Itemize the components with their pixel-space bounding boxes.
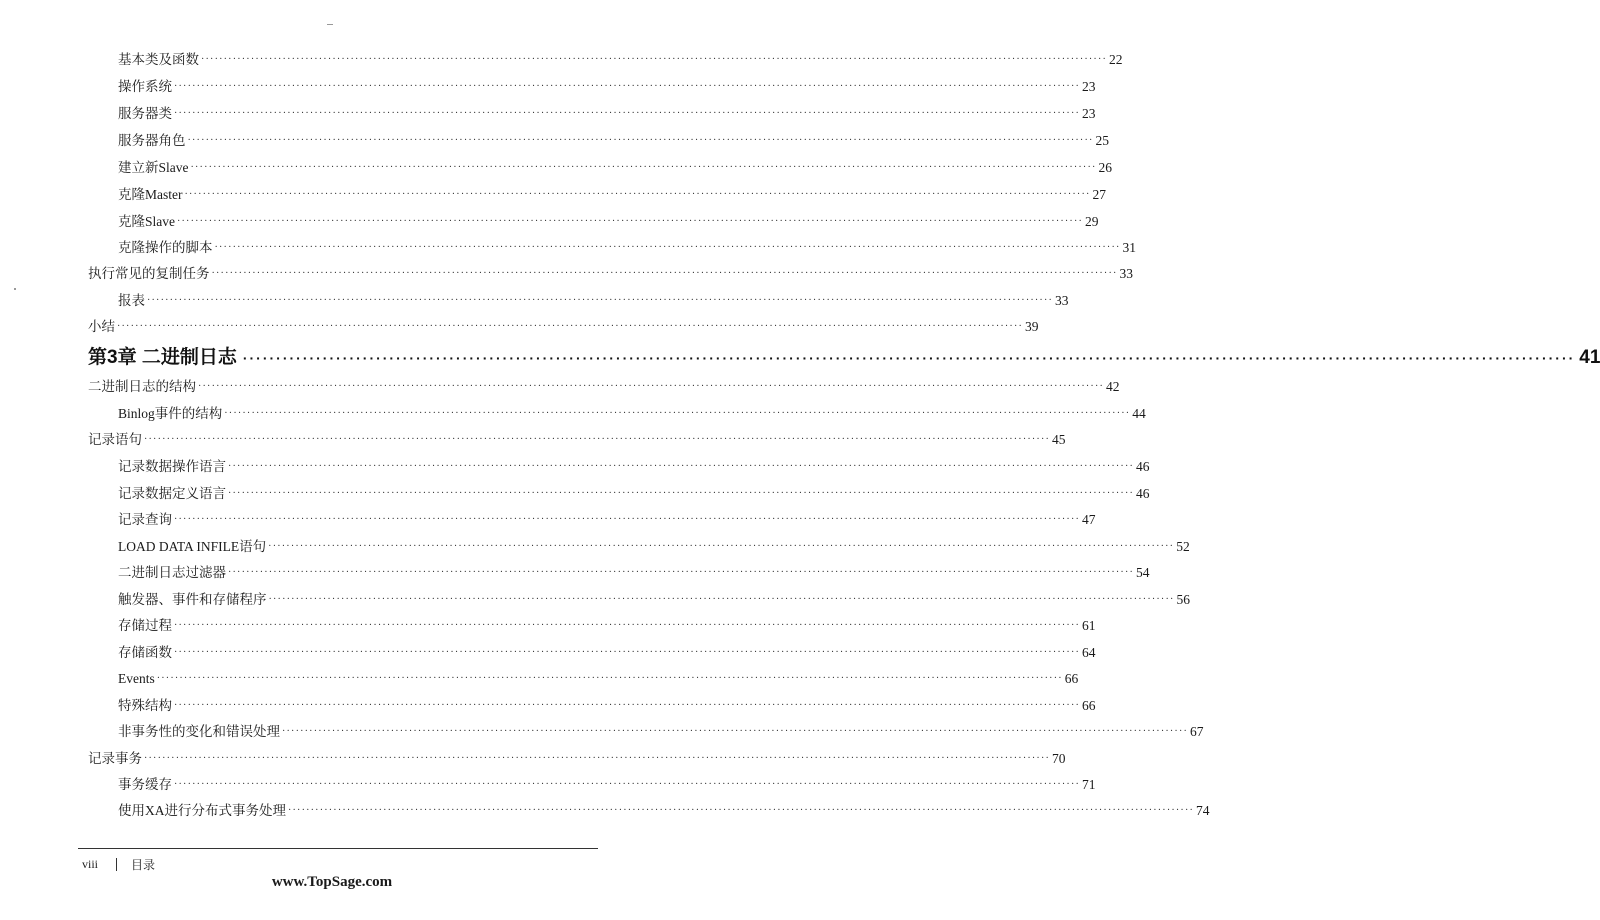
toc-dot-leader: ········································································································································································································ — [201, 54, 1108, 65]
toc-page-number: 33 — [1119, 266, 1134, 281]
toc-subsection-entry — [118, 724, 1204, 740]
scan-speck — [327, 24, 333, 25]
toc-page-number: 26 — [1098, 160, 1113, 175]
toc-dot-leader: ········································································································································································································ — [288, 805, 1195, 816]
toc-entry-title: 记录数据操作语言 — [118, 459, 226, 474]
toc-subsection-entry — [118, 777, 1096, 793]
toc-dot-leader: ········································································································································································································ — [117, 321, 1024, 332]
toc-dot-leader: ········································································································································································································ — [214, 242, 1121, 253]
toc-dot-leader: ········································································································································································································ — [147, 295, 1054, 306]
toc-page-number: 39 — [1025, 319, 1039, 334]
toc-subsection-entry — [118, 459, 1150, 475]
toc-dot-leader: ········································································································································································································ — [190, 162, 1097, 173]
toc-page-number: 29 — [1085, 214, 1099, 229]
toc-entry-title: 触发器、事件和存储程序 — [118, 592, 267, 607]
toc-subsection-entry — [118, 618, 1096, 634]
toc-subsection-entry — [118, 539, 1190, 555]
toc-entry-title: 记录数据定义语言 — [118, 486, 226, 501]
website-watermark: www.TopSage.com — [271, 874, 393, 890]
toc-page-number: 52 — [1176, 539, 1190, 554]
toc-entry-title: 存储过程 — [118, 618, 172, 633]
toc-subsection-entry — [118, 160, 1113, 176]
toc-page-number: 23 — [1082, 79, 1096, 94]
footer-rule — [78, 848, 598, 849]
toc-entry-title: 克隆操作的脚本 — [118, 240, 213, 255]
toc-page-number: 46 — [1136, 459, 1150, 474]
toc-dot-leader: ········································································································································································································ — [228, 567, 1135, 578]
toc-page-number: 45 — [1052, 432, 1066, 447]
toc-entry-title: 服务器类 — [118, 106, 172, 121]
toc-dot-leader: ········································································································································································································ — [144, 753, 1051, 764]
toc-page-number: 66 — [1064, 671, 1079, 686]
toc-page-number: 70 — [1052, 751, 1066, 766]
toc-section-entry — [88, 319, 1039, 335]
toc-entry-title: 报表 — [118, 293, 145, 308]
toc-subsection-entry — [118, 240, 1137, 256]
footer-section-title: 目录 — [131, 858, 156, 872]
toc-entry-title: 操作系统 — [118, 79, 172, 94]
toc-dot-leader: ········································································································································································································ — [242, 350, 1576, 366]
toc-entry-title: 记录语句 — [88, 432, 142, 447]
toc-entry-title: 克隆Master — [118, 187, 183, 202]
toc-entry-title: 特殊结构 — [118, 698, 172, 713]
toc-entry-title: 记录查询 — [118, 512, 172, 527]
toc-dot-leader: ········································································································································································································ — [198, 381, 1105, 392]
toc-entry-title: 存储函数 — [118, 645, 172, 660]
toc-entry-title: Events — [118, 671, 155, 686]
toc-entry-title: 事务缓存 — [118, 777, 172, 792]
toc-entry-title: 建立新Slave — [118, 160, 189, 175]
toc-page-number: 23 — [1082, 106, 1096, 121]
toc-entry-title: LOAD DATA INFILE语句 — [118, 539, 267, 554]
toc-dot-leader: ········································································································································································································ — [187, 135, 1094, 146]
toc-page-number: 71 — [1082, 777, 1096, 792]
toc-dot-leader: ········································································································································································································ — [268, 541, 1175, 552]
toc-entry-title: 第3章 二进制日志 — [88, 347, 237, 368]
toc-subsection-entry — [118, 52, 1123, 68]
toc-page-number: 46 — [1136, 486, 1150, 501]
toc-page-number: 25 — [1095, 133, 1110, 148]
toc-page-number: 41 — [1579, 347, 1600, 368]
toc-dot-leader: ········································································································································································································ — [174, 700, 1081, 711]
toc-subsection-entry — [118, 512, 1096, 528]
footer-page-number: viii — [82, 857, 99, 871]
toc-subsection-entry — [118, 133, 1110, 149]
toc-page-number: 47 — [1082, 512, 1096, 527]
toc-subsection-entry — [118, 79, 1096, 95]
toc-page-number: 74 — [1196, 803, 1210, 818]
toc-subsection-entry — [118, 214, 1099, 230]
toc-dot-leader: ········································································································································································································ — [144, 434, 1051, 445]
toc-dot-leader: ········································································································································································································ — [174, 108, 1081, 119]
toc-dot-leader: ········································································································································································································ — [177, 216, 1084, 227]
toc-chapter-heading — [88, 346, 1600, 370]
toc-dot-leader: ········································································································································································································ — [228, 488, 1135, 499]
toc-dot-leader: ········································································································································································································ — [228, 461, 1135, 472]
toc-entry-title: 非事务性的变化和错误处理 — [118, 724, 280, 739]
toc-page-number: 27 — [1092, 187, 1107, 202]
toc-page-number: 33 — [1055, 293, 1069, 308]
toc-subsection-entry — [118, 803, 1210, 819]
toc-entry-title: 基本类及函数 — [118, 52, 199, 67]
footer-separator — [116, 858, 117, 871]
toc-dot-leader: ········································································································································································································ — [282, 726, 1189, 737]
toc-dot-leader: ········································································································································································································ — [184, 189, 1091, 200]
toc-dot-leader: ········································································································································································································ — [268, 594, 1175, 605]
toc-entry-title: 记录事务 — [88, 751, 142, 766]
toc-page-number: 66 — [1082, 698, 1096, 713]
toc-page-number: 56 — [1176, 592, 1191, 607]
toc-subsection-entry — [118, 486, 1150, 502]
toc-page-number: 42 — [1106, 379, 1120, 394]
toc-section-entry — [88, 751, 1066, 767]
toc-subsection-entry — [118, 293, 1069, 309]
toc-entry-title: 服务器角色 — [118, 133, 186, 148]
toc-subsection-entry — [118, 106, 1096, 122]
toc-section-entry — [88, 432, 1066, 448]
toc-subsection-entry — [118, 565, 1150, 581]
toc-entry-title: 执行常见的复制任务 — [88, 266, 210, 281]
toc-entry-title: 小结 — [88, 319, 115, 334]
toc-page-number: 67 — [1190, 724, 1204, 739]
toc-dot-leader: ········································································································································································································ — [174, 514, 1081, 525]
toc-page-number: 54 — [1136, 565, 1150, 580]
page-footer — [82, 856, 155, 873]
toc-entry-title: 克隆Slave — [118, 214, 175, 229]
toc-dot-leader: ········································································································································································································ — [174, 81, 1081, 92]
toc-dot-leader: ········································································································································································································ — [174, 779, 1081, 790]
toc-page-number: 44 — [1132, 406, 1146, 421]
toc-entry-title: Binlog事件的结构 — [118, 406, 223, 421]
toc-page-number: 64 — [1082, 645, 1096, 660]
toc-dot-leader: ········································································································································································································ — [211, 268, 1118, 279]
toc-entry-title: 二进制日志过滤器 — [118, 565, 226, 580]
toc-subsection-entry — [118, 698, 1096, 714]
toc-section-entry — [88, 379, 1120, 395]
toc-dot-leader: ········································································································································································································ — [174, 647, 1081, 658]
toc-page-number: 31 — [1122, 240, 1137, 255]
toc-dot-leader: ········································································································································································································ — [156, 673, 1063, 684]
scan-speck — [14, 288, 16, 290]
toc-page-number: 22 — [1109, 52, 1123, 67]
toc-dot-leader: ········································································································································································································ — [224, 408, 1131, 419]
toc-subsection-entry — [118, 671, 1079, 687]
toc-dot-leader: ········································································································································································································ — [174, 620, 1081, 631]
toc-entry-title: 二进制日志的结构 — [88, 379, 196, 394]
toc-section-entry — [88, 266, 1134, 282]
toc-entry-title: 使用XA进行分布式事务处理 — [118, 803, 286, 818]
toc-page-number: 61 — [1082, 618, 1096, 633]
toc-subsection-entry — [118, 187, 1107, 203]
toc-subsection-entry — [118, 645, 1096, 661]
toc-subsection-entry — [118, 592, 1191, 608]
toc-subsection-entry — [118, 406, 1146, 422]
